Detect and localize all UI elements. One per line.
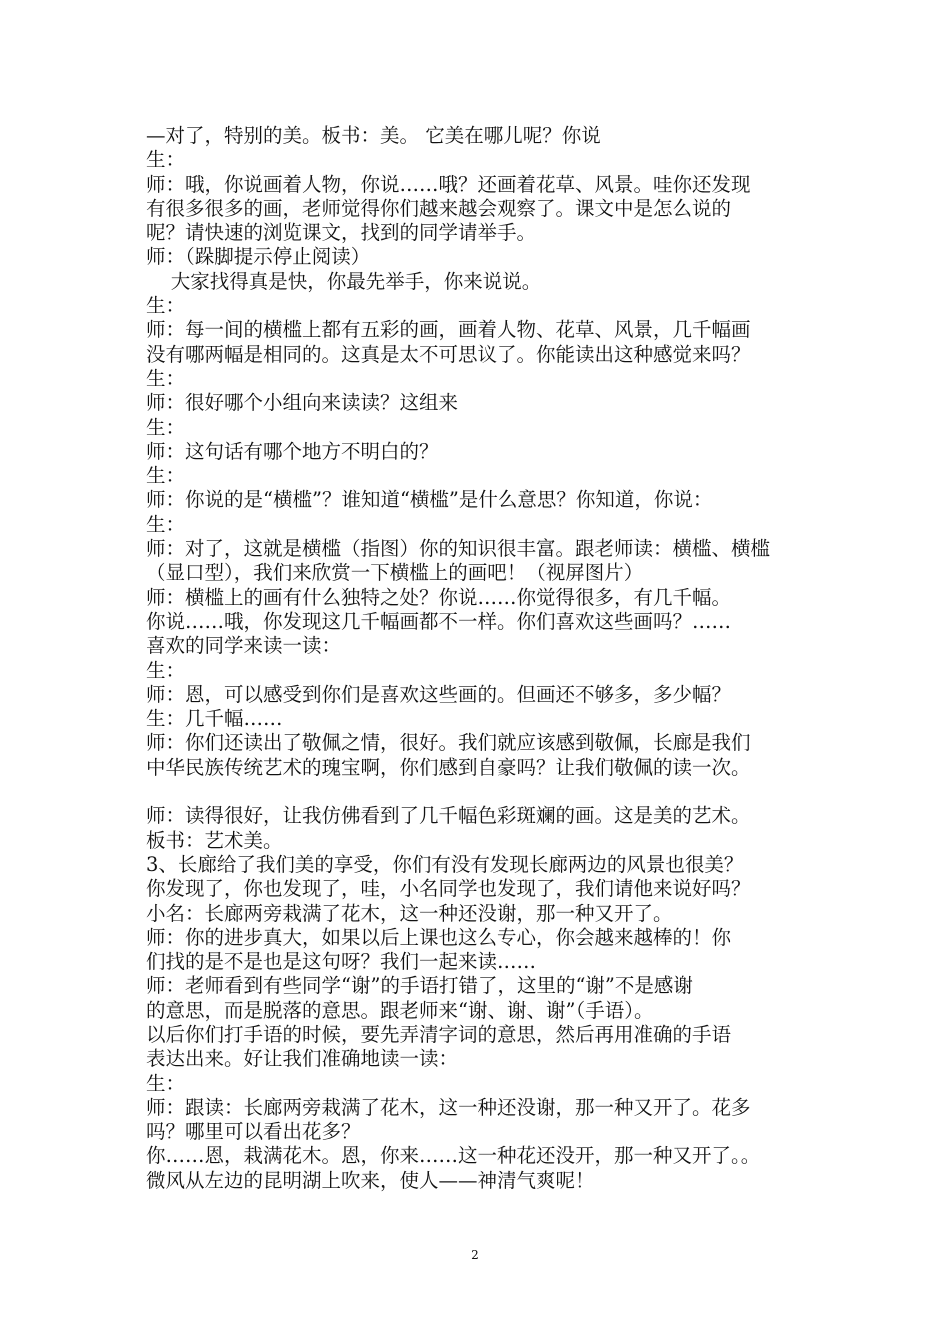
text-line: 的意思，而是脱落的意思。跟老师来“谢、谢、谢”（手语）。: [146, 998, 654, 1022]
text-line: 微风从左边的昆明湖上吹来，使人——神清气爽呢！: [146, 1168, 595, 1192]
text-line: 师：你的进步真大，如果以后上课也这么专心，你会越来越棒的！你: [146, 925, 732, 949]
text-line: 生：: [146, 294, 186, 318]
text-line: 你说……哦，你发现这几千幅画都不一样。你们喜欢这些画吗？……: [146, 609, 732, 633]
page-number: 2: [471, 1248, 479, 1262]
text-line: 师：读得很好，让我仿佛看到了几千幅色彩斑斓的画。这是美的艺术。: [146, 804, 751, 828]
text-line: 生：: [146, 415, 186, 439]
text-line: 你发现了，你也发现了，哇，小名同学也发现了，我们请他来说好吗？: [146, 877, 751, 901]
text-line: 师：对了，这就是横槛（指图）你的知识很丰富。跟老师读：横槛、横槛: [146, 537, 771, 561]
text-line: 生：: [146, 464, 186, 488]
text-line: 师：每一间的横槛上都有五彩的画，画着人物、花草、风景，几千幅画: [146, 318, 751, 342]
text-line: 师：（跺脚提示停止阅读）: [146, 245, 371, 269]
text-line: —对了，特别的美。板书：美。 它美在哪儿呢？你说: [146, 124, 601, 147]
text-line: 你……恩，栽满花木。恩，你来……这一种花还没开，那一种又开了。。: [146, 1144, 761, 1168]
text-line: 中华民族传统艺术的瑰宝啊，你们感到自豪吗？让我们敬佩的读一次。: [146, 755, 751, 779]
text-line: 3、长廊给了我们美的享受，你们有没有发现长廊两边的风景也很美？: [146, 852, 744, 876]
text-line: 师：你们还读出了敬佩之情，很好。我们就应该感到敬佩，长廊是我们: [146, 731, 751, 755]
text-line: 生：: [146, 1071, 186, 1095]
text-line: 师：跟读：长廊两旁栽满了花木，这一种还没谢，那一种又开了。花多: [146, 1095, 751, 1119]
text-line: 呢？请快速的浏览课文，找到的同学请举手。: [146, 221, 537, 245]
text-line: 板书：艺术美。: [146, 828, 283, 852]
text-line: 喜欢的同学来读一读：: [146, 634, 342, 658]
text-line: 生：: [146, 366, 186, 390]
text-line: 以后你们打手语的时候，要先弄清字词的意思，然后再用准确的手语: [146, 1022, 732, 1046]
text-line: 师：你说的是“横槛”？谁知道“横槛”是什么意思？你知道，你说：: [146, 488, 713, 512]
text-line: 生：几千幅……: [146, 707, 283, 731]
blank-line: [146, 780, 836, 804]
text-line: 生：: [146, 148, 186, 172]
text-line: 师：老师看到有些同学“谢”的手语打错了，这里的“谢”不是感谢: [146, 974, 693, 998]
text-line: 没有哪两幅是相同的。这真是太不可思议了。你能读出这种感觉来吗？: [146, 342, 751, 366]
text-line: 表达出来。好让我们准确地读一读：: [146, 1047, 459, 1071]
text-line: 师：这句话有哪个地方不明白的？: [146, 439, 439, 463]
text-line: 生：: [146, 512, 186, 536]
document-body: [146, 124, 836, 1193]
text-line: 师：哦，你说画着人物，你说……哦？还画着花草、风景。哇你还发现: [146, 172, 751, 196]
text-line: 吗？哪里可以看出花多？: [146, 1120, 361, 1144]
text-line: 生：: [146, 658, 186, 682]
text-line: 师：恩，可以感受到你们是喜欢这些画的。但画还不够多，多少幅？: [146, 682, 732, 706]
text-line: 师：很好哪个小组向来读读？这组来: [146, 391, 459, 415]
text-line: 小名：长廊两旁栽满了花木，这一种还没谢，那一种又开了。: [146, 901, 673, 925]
text-line: 大家找得真是快，你最先举手，你来说说。: [146, 269, 542, 293]
text-line: 师：横槛上的画有什么独特之处？你说……你觉得很多，有几千幅。: [146, 585, 732, 609]
text-line: （显口型），我们来欣赏一下横槛上的画吧！（视屏图片）: [146, 561, 644, 585]
text-line: 有很多很多的画，老师觉得你们越来越会观察了。课文中是怎么说的: [146, 196, 732, 220]
text-line: 们找的是不是也是这句呀？我们一起来读……: [146, 950, 537, 974]
